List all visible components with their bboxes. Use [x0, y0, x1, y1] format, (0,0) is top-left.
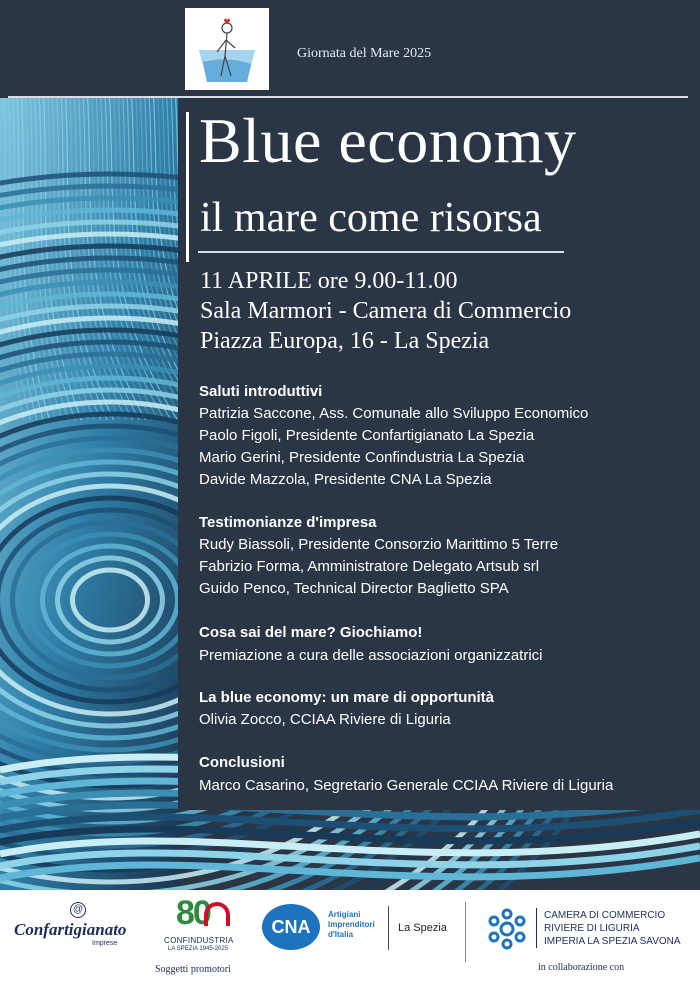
cna-tagline: d'Italia: [328, 930, 354, 939]
page-subtitle: il mare come risorsa: [200, 195, 542, 241]
accent-bar: [186, 112, 189, 262]
speaker-line: Guido Penco, Technical Director Baglietto SPA: [199, 580, 509, 597]
cna-tagline: Imprenditori: [328, 920, 375, 929]
confindustria-mark-accent: [204, 902, 230, 926]
confartigianato-name: Confartigianato: [14, 920, 127, 939]
event-venue: Sala Marmori - Camera di Commercio: [200, 298, 572, 324]
speaker-line: Mario Gerini, Presidente Confindustria La Spezia: [199, 449, 525, 466]
section-heading-saluti: Saluti introduttivi: [199, 383, 323, 400]
speaker-line: Premiazione a cura delle associazioni organizzatrici: [199, 647, 543, 664]
confartigianato-logo: [12, 902, 148, 952]
cna-mark: CNA: [262, 904, 320, 950]
event-name: Giornata del Mare 2025: [297, 46, 432, 61]
event-date-time: 11 APRILE ore 9.00-11.00: [200, 268, 458, 294]
section-heading-testimonianze: Testimonianze d'impresa: [199, 514, 377, 531]
page-title: Blue economy: [199, 105, 577, 176]
cna-tagline: Artigiani: [328, 910, 361, 919]
speaker-line: Olivia Zocco, CCIAA Riviere di Liguria: [199, 711, 451, 728]
confindustria-name: CONFINDUSTRIA: [164, 936, 234, 945]
confartigianato-sub: Imprese: [92, 940, 118, 947]
event-address: Piazza Europa, 16 - La Spezia: [200, 328, 490, 354]
confindustria-logo: [160, 894, 250, 953]
divider: [465, 902, 466, 962]
cna-logo: [262, 900, 462, 960]
sea-figure-illustration: [185, 8, 269, 90]
sponsor-footer: [0, 890, 700, 983]
divider: [388, 906, 389, 950]
confindustria-80-mark: 80: [176, 894, 210, 932]
camera-commercio-emblem: [484, 906, 530, 952]
collab-caption: in collaborazione con: [538, 962, 625, 973]
giornata-logo: [185, 8, 269, 90]
cna-city: La Spezia: [398, 922, 447, 934]
section-heading-gioco: Cosa sai del mare? Giochiamo!: [199, 624, 423, 641]
speaker-line: Patrizia Saccone, Ass. Comunale allo Sviluppo Economico: [199, 405, 589, 422]
camera-name-line: CAMERA DI COMMERCIO: [544, 910, 666, 921]
divider: [198, 251, 564, 253]
section-heading-conclusioni: Conclusioni: [199, 754, 285, 771]
camera-name-line: RIVIERE DI LIGURIA: [544, 923, 640, 934]
promoters-caption: Soggetti promotori: [155, 964, 231, 975]
divider: [8, 96, 688, 98]
at-icon: @: [70, 902, 86, 918]
section-heading-blue-economy: La blue economy: un mare di opportunità: [199, 689, 495, 706]
speaker-line: Marco Casarino, Segretario Generale CCIAA Riviere di Liguria: [199, 777, 614, 794]
divider: [536, 908, 537, 948]
camera-commercio-logo: [484, 904, 700, 958]
speaker-line: Paolo Figoli, Presidente Confartigianato La Spezia: [199, 427, 535, 444]
confindustria-sub: LA SPEZIA 1945-2025: [168, 946, 229, 952]
speaker-line: Fabrizio Forma, Amministratore Delegato Artsub srl: [199, 558, 540, 575]
camera-name-line: IMPERIA LA SPEZIA SAVONA: [544, 936, 681, 947]
speaker-line: Davide Mazzola, Presidente CNA La Spezia: [199, 471, 492, 488]
speaker-line: Rudy Biassoli, Presidente Consorzio Marittimo 5 Terre: [199, 536, 559, 553]
